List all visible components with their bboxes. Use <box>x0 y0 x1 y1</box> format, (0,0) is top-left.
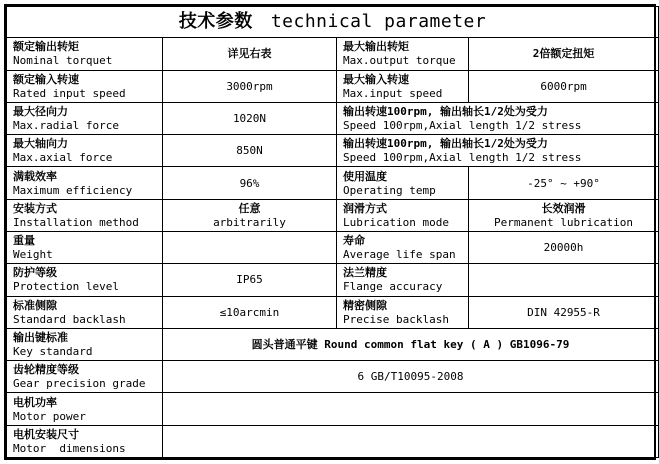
value-gear-precision-grade: 6 GB/T10095-2008 <box>163 361 659 393</box>
table-row <box>7 102 659 134</box>
note-radial-force-condition <box>337 102 659 134</box>
label-en: Standard backlash <box>13 312 126 326</box>
label-en: Max.axial force <box>13 151 113 165</box>
label-lubrication-mode <box>337 199 469 231</box>
table-row <box>7 70 659 102</box>
value-life-span: 20000h <box>469 231 659 263</box>
value-motor-power <box>163 393 659 425</box>
label-en: Lubrication mode <box>343 215 449 229</box>
label-motor-power <box>7 393 163 425</box>
title-cn: 技术参数 <box>178 11 253 33</box>
label-en: Precise backlash <box>343 312 449 326</box>
value-cn: 任意 <box>238 201 261 215</box>
value-key-standard: 圆头普通平键 Round common flat key ( A ) GB1096-79 <box>163 328 659 360</box>
value-en: Permanent lubrication <box>493 215 634 229</box>
label-en: Motor dimensions <box>13 441 126 455</box>
note-en: Speed 100rpm,Axial length 1/2 stress <box>343 118 582 132</box>
table-row <box>7 38 659 70</box>
label-cn: 电机安装尺寸 <box>13 427 79 441</box>
label-standard-backlash <box>7 296 163 328</box>
label-cn: 润滑方式 <box>343 201 387 215</box>
value-operating-temp: -25° ~ +90° <box>469 167 659 199</box>
label-installation-method <box>7 199 163 231</box>
value-max-output-torque: 2倍额定扭矩 <box>469 38 659 70</box>
note-axial-force-condition <box>337 135 659 167</box>
value-flange-accuracy <box>469 264 659 296</box>
label-cn: 满载效率 <box>13 169 57 183</box>
label-cn: 电机功率 <box>13 395 57 409</box>
label-cn: 使用温度 <box>343 169 387 183</box>
value-lubrication-mode <box>469 199 659 231</box>
label-en: Maximum efficiency <box>13 183 133 197</box>
value-weight <box>163 231 337 263</box>
label-en: Protection level <box>13 280 119 294</box>
label-en: Gear precision grade <box>13 377 146 391</box>
label-cn: 最大输出转矩 <box>343 40 409 54</box>
label-max-input-speed <box>337 70 469 102</box>
label-cn: 齿轮精度等级 <box>13 363 79 377</box>
label-maximum-efficiency <box>7 167 163 199</box>
label-en: Max.radial force <box>13 118 119 132</box>
table-row <box>7 264 659 296</box>
label-cn: 最大径向力 <box>13 104 68 118</box>
label-en: Weight <box>13 248 53 262</box>
value-maximum-efficiency: 96% <box>163 167 337 199</box>
label-en: Max.output torque <box>343 54 456 68</box>
label-cn: 精密侧隙 <box>343 298 387 312</box>
note-en: Speed 100rpm,Axial length 1/2 stress <box>343 151 582 165</box>
note-cn: 输出转速100rpm, 输出轴长1/2处为受力 <box>343 137 548 151</box>
value-max-input-speed: 6000rpm <box>469 70 659 102</box>
value-precise-backlash: DIN 42955-R <box>469 296 659 328</box>
label-flange-accuracy <box>337 264 469 296</box>
label-cn: 防护等级 <box>13 266 57 280</box>
table-title <box>7 7 659 38</box>
value-max-radial-force: 1020N <box>163 102 337 134</box>
value-en: arbitrarily <box>213 215 286 229</box>
label-en: Rated input speed <box>13 86 126 100</box>
table-row <box>7 361 659 393</box>
value-rated-input-speed: 3000rpm <box>163 70 337 102</box>
table-row <box>7 393 659 425</box>
label-gear-precision-grade <box>7 361 163 393</box>
table-row <box>7 425 659 457</box>
label-en: Flange accuracy <box>343 280 443 294</box>
table-row <box>7 296 659 328</box>
table-row <box>7 167 659 199</box>
table-row <box>7 135 659 167</box>
label-precise-backlash <box>337 296 469 328</box>
value-cn: 长效润滑 <box>541 201 586 215</box>
value-protection-level: IP65 <box>163 264 337 296</box>
label-cn: 重量 <box>13 234 35 248</box>
label-max-axial-force <box>7 135 163 167</box>
title-en: technical parameter <box>270 11 487 33</box>
label-protection-level <box>7 264 163 296</box>
label-en: Key standard <box>13 344 93 358</box>
value-nominal-torque: 详见右表 <box>163 38 337 70</box>
label-en: Nominal torquet <box>13 54 113 68</box>
value-standard-backlash: ≤10arcmin <box>163 296 337 328</box>
label-max-output-torque <box>337 38 469 70</box>
label-key-standard <box>7 328 163 360</box>
label-cn: 标准侧隙 <box>13 298 57 312</box>
label-cn: 额定输入转速 <box>13 72 79 86</box>
label-cn: 法兰精度 <box>343 266 387 280</box>
label-en: Operating temp <box>343 183 436 197</box>
label-life-span <box>337 231 469 263</box>
label-nominal-torque <box>7 38 163 70</box>
table-row <box>7 328 659 360</box>
table-row <box>7 231 659 263</box>
label-cn: 寿命 <box>343 234 365 248</box>
value-max-axial-force: 850N <box>163 135 337 167</box>
parameter-table <box>6 6 659 458</box>
label-cn: 额定输出转矩 <box>13 40 79 54</box>
label-rated-input-speed <box>7 70 163 102</box>
label-en: Motor power <box>13 409 86 423</box>
label-en: Installation method <box>13 215 139 229</box>
label-cn: 输出键标准 <box>13 330 68 344</box>
technical-parameter-sheet <box>4 4 656 460</box>
label-motor-dimensions <box>7 425 163 457</box>
label-en: Max.input speed <box>343 86 443 100</box>
value-installation-method <box>163 199 337 231</box>
label-cn: 最大轴向力 <box>13 137 68 151</box>
table-row <box>7 199 659 231</box>
label-en: Average life span <box>343 248 456 262</box>
label-operating-temp <box>337 167 469 199</box>
label-weight <box>7 231 163 263</box>
note-cn: 输出转速100rpm, 输出轴长1/2处为受力 <box>343 104 548 118</box>
label-cn: 最大输入转速 <box>343 72 409 86</box>
label-max-radial-force <box>7 102 163 134</box>
label-cn: 安装方式 <box>13 201 57 215</box>
value-motor-dimensions <box>163 425 659 457</box>
